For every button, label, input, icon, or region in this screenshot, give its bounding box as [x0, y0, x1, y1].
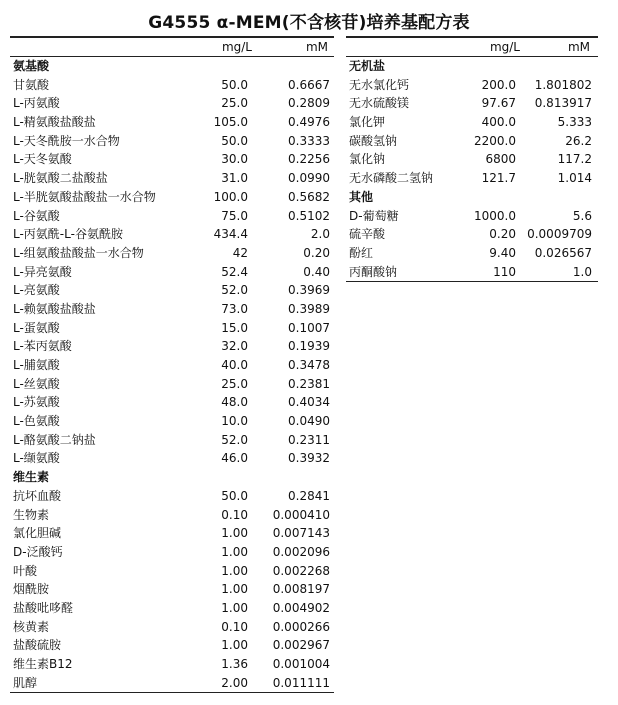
mg-per-liter-value: 1.00 [221, 563, 248, 578]
mg-column-header: mg/L [489, 40, 520, 54]
table-row [10, 76, 334, 95]
section-title: 维生素 [13, 470, 50, 485]
millimolar-value: 0.2311 [288, 432, 330, 447]
mg-per-liter-value: 100.0 [213, 189, 248, 204]
millimolar-value: 0.2809 [288, 96, 330, 111]
component-name: 无水氯化钙 [349, 77, 410, 92]
mm-column-header: mM [305, 40, 328, 54]
component-name: L-缬氨酸 [13, 451, 60, 466]
millimolar-value: 1.801802 [534, 77, 592, 92]
mg-per-liter-value: 50.0 [221, 133, 248, 148]
component-name: D-葡萄糖 [349, 208, 399, 223]
component-name: 肌醇 [13, 675, 38, 690]
table-row [10, 618, 334, 637]
mg-per-liter-value: 52.0 [221, 432, 248, 447]
millimolar-value: 0.011111 [272, 675, 330, 690]
component-name: L-蛋氨酸 [13, 320, 60, 335]
component-name: L-脯氨酸 [13, 358, 60, 372]
section-title: 无机盐 [349, 59, 386, 73]
millimolar-value: 1.014 [557, 171, 592, 186]
table-row [346, 132, 598, 151]
mg-per-liter-value: 52.4 [221, 264, 248, 279]
millimolar-value: 0.2256 [288, 152, 330, 167]
mg-per-liter-value: 0.10 [221, 619, 248, 634]
millimolar-value: 0.2381 [288, 376, 330, 391]
mg-per-liter-value: 30.0 [221, 152, 248, 167]
component-name: 丙酮酸钠 [349, 264, 398, 279]
millimolar-value: 0.000410 [272, 507, 330, 522]
component-name: 维生素B12 [13, 657, 73, 671]
millimolar-value: 0.026567 [534, 245, 592, 260]
mg-per-liter-value: 6800 [485, 152, 516, 167]
table-row [10, 281, 334, 300]
table-row [10, 599, 334, 618]
table-row [10, 319, 334, 338]
table-row [10, 337, 334, 356]
component-name: 盐酸吡哆醛 [13, 600, 74, 615]
millimolar-value: 117.2 [557, 152, 592, 167]
millimolar-value: 0.0490 [288, 414, 330, 429]
mg-per-liter-value: 32.0 [221, 339, 248, 354]
table-row [10, 562, 334, 581]
mg-per-liter-value: 110 [493, 264, 516, 279]
millimolar-value: 0.40 [303, 264, 330, 279]
component-name: 无水硫酸镁 [349, 96, 410, 111]
millimolar-value: 0.2841 [288, 488, 330, 503]
mg-per-liter-value: 31.0 [221, 171, 248, 186]
component-name: 盐酸硫胺 [13, 638, 62, 653]
millimolar-value: 1.0 [572, 264, 592, 279]
mg-per-liter-value: 2.00 [221, 675, 248, 690]
table-row [346, 94, 598, 113]
mg-per-liter-value: 46.0 [221, 451, 248, 466]
component-name: L-胱氨酸二盐酸盐 [13, 171, 108, 186]
component-name: 核黄素 [13, 619, 50, 634]
component-name: L-天冬氨酸 [13, 152, 72, 167]
table-row [10, 94, 334, 113]
millimolar-value: 0.1007 [288, 320, 330, 335]
component-name: L-色氨酸 [13, 414, 60, 429]
component-name: L-丙氨酸 [13, 96, 60, 111]
millimolar-value: 0.5102 [288, 208, 330, 223]
millimolar-value: 0.4034 [288, 395, 330, 410]
component-name: 甘氨酸 [13, 77, 50, 92]
millimolar-value: 0.3478 [288, 358, 330, 372]
component-name: L-苏氨酸 [13, 395, 60, 410]
mg-per-liter-value: 1.00 [221, 544, 248, 559]
millimolar-value: 0.1939 [288, 339, 330, 354]
page-title: G4555 α-MEM(不含核苷)培养基配方表 [148, 13, 470, 33]
millimolar-value: 0.3989 [288, 301, 330, 316]
millimolar-value: 0.002096 [272, 544, 330, 559]
table-row [10, 263, 334, 282]
table-row [10, 375, 334, 394]
mg-per-liter-value: 200.0 [481, 77, 516, 92]
component-name: 酚红 [349, 245, 374, 260]
mg-per-liter-value: 2200.0 [474, 133, 516, 148]
component-name: L-谷氨酸 [13, 208, 60, 223]
component-name: 无水磷酸二氢钠 [349, 171, 434, 186]
section-heading [10, 57, 334, 76]
right-formulation-table [346, 36, 598, 282]
component-name: L-丙氨酰-L-谷氨酰胺 [13, 227, 123, 242]
mg-per-liter-value: 48.0 [221, 395, 248, 410]
millimolar-value: 2.0 [310, 227, 330, 242]
millimolar-value: 0.5682 [288, 189, 330, 204]
millimolar-value: 0.813917 [534, 96, 592, 111]
table-row [10, 300, 334, 319]
mg-per-liter-value: 25.0 [221, 96, 248, 111]
table-row [346, 150, 598, 169]
millimolar-value: 5.6 [572, 208, 592, 223]
mg-per-liter-value: 10.0 [221, 414, 248, 429]
table-row [10, 524, 334, 543]
component-name: L-组氨酸盐酸盐一水合物 [13, 245, 144, 260]
component-name: L-赖氨酸盐酸盐 [13, 301, 96, 316]
mg-per-liter-value: 73.0 [221, 301, 248, 316]
mg-per-liter-value: 42 [232, 245, 248, 260]
table-row [346, 225, 598, 244]
mg-per-liter-value: 1.00 [221, 526, 248, 541]
mg-per-liter-value: 1000.0 [474, 208, 516, 223]
component-name: 生物素 [13, 507, 50, 522]
table-row [10, 431, 334, 450]
table-row [10, 244, 334, 263]
mg-per-liter-value: 97.67 [481, 96, 516, 111]
mg-per-liter-value: 50.0 [221, 77, 248, 92]
component-name: 氯化胆碱 [13, 526, 62, 541]
table-row [10, 449, 334, 468]
component-name: L-异亮氨酸 [13, 264, 72, 279]
table-row [10, 113, 334, 132]
millimolar-value: 0.0009709 [527, 227, 592, 242]
table-row [10, 169, 334, 188]
component-name: 氯化钾 [349, 115, 386, 130]
table-row [10, 543, 334, 562]
millimolar-value: 0.007143 [272, 526, 330, 541]
mg-per-liter-value: 0.20 [489, 227, 516, 242]
component-name: 碳酸氢钠 [349, 133, 398, 148]
mg-per-liter-value: 434.4 [213, 227, 248, 242]
section-title: 氨基酸 [13, 59, 50, 73]
table-row [10, 655, 334, 674]
mg-per-liter-value: 1.00 [221, 638, 248, 653]
mg-per-liter-value: 9.40 [489, 245, 516, 260]
section-heading [346, 188, 598, 207]
table-row [10, 225, 334, 244]
section-title: 其他 [349, 189, 374, 204]
section-heading [10, 468, 334, 487]
mg-per-liter-value: 15.0 [221, 320, 248, 335]
mg-per-liter-value: 40.0 [221, 358, 248, 372]
table-row [10, 132, 334, 151]
table-bottom-rule [346, 281, 598, 282]
mg-per-liter-value: 25.0 [221, 376, 248, 391]
table-row [10, 674, 334, 693]
millimolar-value: 0.3333 [288, 133, 330, 148]
table-row [10, 393, 334, 412]
component-name: L-天冬酰胺一水合物 [13, 133, 120, 148]
millimolar-value: 0.3969 [288, 283, 330, 298]
mg-per-liter-value: 1.00 [221, 582, 248, 597]
table-row [346, 263, 598, 282]
left-formulation-table [10, 36, 334, 693]
table-row [10, 356, 334, 375]
component-name: L-亮氨酸 [13, 283, 60, 298]
component-name: 抗坏血酸 [13, 488, 62, 503]
table-bottom-rule [10, 692, 334, 693]
mg-per-liter-value: 121.7 [481, 171, 516, 186]
component-name: 叶酸 [13, 563, 38, 578]
mg-per-liter-value: 0.10 [221, 507, 248, 522]
table-row [10, 636, 334, 655]
table-row [346, 244, 598, 263]
table-row [10, 207, 334, 226]
table-row [346, 113, 598, 132]
table-row [346, 76, 598, 95]
millimolar-value: 0.000266 [272, 619, 330, 634]
millimolar-value: 5.333 [557, 115, 592, 130]
millimolar-value: 0.008197 [272, 582, 330, 597]
mg-column-header: mg/L [221, 40, 252, 54]
section-heading [346, 57, 598, 76]
millimolar-value: 0.001004 [272, 657, 330, 671]
table-row [346, 169, 598, 188]
table-body [10, 57, 334, 692]
mg-per-liter-value: 75.0 [221, 208, 248, 223]
mm-column-header: mM [567, 40, 590, 54]
component-name: D-泛酸钙 [13, 544, 63, 559]
table-row [10, 150, 334, 169]
millimolar-value: 0.002967 [272, 638, 330, 653]
table-row [10, 506, 334, 525]
millimolar-value: 0.3932 [288, 451, 330, 466]
table-row [10, 487, 334, 506]
component-name: L-精氨酸盐酸盐 [13, 115, 96, 130]
component-name: L-酪氨酸二钠盐 [13, 432, 96, 447]
millimolar-value: 0.4976 [288, 115, 330, 130]
mg-per-liter-value: 105.0 [213, 115, 248, 130]
table-row [10, 580, 334, 599]
table-row [10, 188, 334, 207]
mg-per-liter-value: 1.36 [221, 657, 248, 671]
table-row [10, 412, 334, 431]
mg-per-liter-value: 400.0 [481, 115, 516, 130]
millimolar-value: 0.002268 [272, 563, 330, 578]
millimolar-value: 26.2 [565, 133, 592, 148]
mg-per-liter-value: 52.0 [221, 283, 248, 298]
table-header [10, 36, 334, 57]
table-header [346, 36, 598, 57]
component-name: 氯化钠 [349, 152, 386, 167]
millimolar-value: 0.20 [303, 245, 330, 260]
table-body [346, 57, 598, 281]
component-name: L-丝氨酸 [13, 376, 60, 391]
millimolar-value: 0.004902 [272, 600, 330, 615]
mg-per-liter-value: 50.0 [221, 488, 248, 503]
millimolar-value: 0.0990 [288, 171, 330, 186]
mg-per-liter-value: 1.00 [221, 600, 248, 615]
table-row [346, 207, 598, 226]
component-name: 烟酰胺 [13, 582, 50, 597]
component-name: L-苯丙氨酸 [13, 339, 72, 354]
component-name: L-半胱氨酸盐酸盐一水合物 [13, 189, 156, 204]
millimolar-value: 0.6667 [288, 77, 330, 92]
component-name: 硫辛酸 [349, 227, 386, 242]
